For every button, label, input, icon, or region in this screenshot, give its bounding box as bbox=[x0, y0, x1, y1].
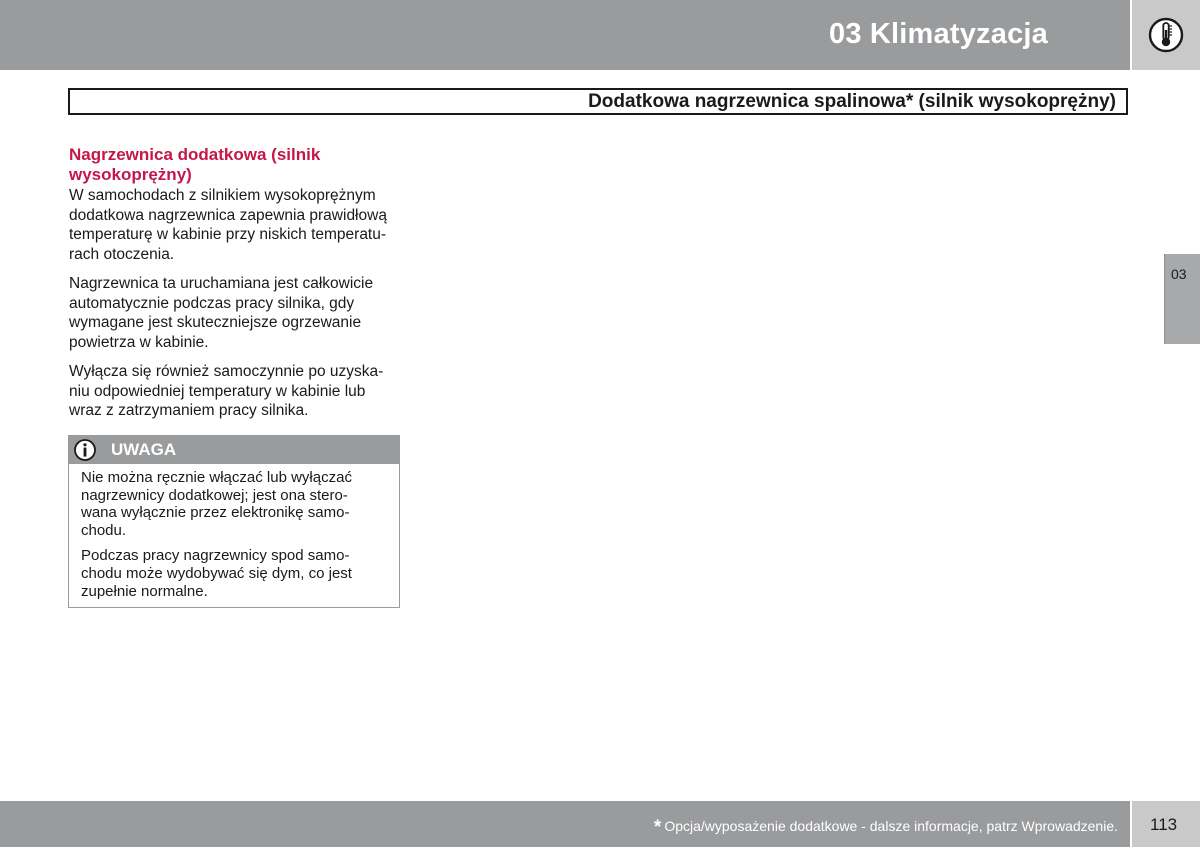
body-paragraph bbox=[69, 362, 404, 421]
info-icon bbox=[73, 439, 97, 461]
text-line: Nagrzewnica ta uruchamiana jest całkowicie bbox=[69, 275, 374, 292]
note-title: UWAGA bbox=[111, 440, 177, 459]
footer-note bbox=[654, 817, 1118, 839]
text-line: powietrza w kabinie. bbox=[69, 333, 209, 351]
text-line: Wyłącza się również samoczynnie po uzyska- bbox=[69, 363, 384, 380]
subheading-line: wysokoprężny) bbox=[69, 165, 192, 184]
text-line: automatycznie podczas pracy silnika, gdy bbox=[69, 294, 355, 312]
footer-bar bbox=[0, 801, 1130, 847]
text-line: Nie można ręcznie włączać lub wyłączać bbox=[81, 469, 352, 486]
body-paragraph bbox=[69, 274, 404, 352]
text-line: rach otoczenia. bbox=[69, 245, 175, 263]
chapter-header-bar bbox=[0, 0, 1130, 70]
note-header bbox=[69, 436, 399, 464]
text-line: chodu. bbox=[81, 521, 127, 539]
note-paragraph bbox=[81, 469, 389, 539]
page-number-box bbox=[1132, 801, 1200, 847]
text-line: Podczas pracy nagrzewnicy spod samo- bbox=[81, 547, 350, 565]
text-line: dodatkowa nagrzewnica zapewnia prawidłową bbox=[69, 206, 387, 224]
note-body bbox=[69, 464, 399, 600]
text-line: wymagane jest skuteczniejsze ogrzewanie bbox=[69, 314, 362, 331]
thermometer-icon bbox=[1148, 17, 1184, 53]
text-line: W samochodach z silnikiem wysokoprężnym bbox=[69, 187, 376, 204]
page-number: 113 bbox=[1150, 815, 1178, 834]
text-line: wana wyłącznie przez elektronikę samo- bbox=[81, 504, 350, 522]
footer-asterisk: * bbox=[653, 817, 662, 838]
text-line: niu odpowiedniej temperatury w kabinie lub bbox=[69, 382, 366, 400]
side-tab-label: 03 bbox=[1171, 266, 1187, 282]
subheading-line: Nagrzewnica dodatkowa (silnik bbox=[69, 145, 321, 164]
body-paragraph bbox=[69, 186, 404, 264]
footer-note-text: Opcja/wyposażenie dodatkowe - dalsze informacje, patrz Wprowadzenie. bbox=[664, 818, 1118, 834]
section-title-bar bbox=[68, 88, 1128, 115]
chapter-icon-box bbox=[1132, 0, 1200, 70]
text-line: chodu może wydobywać się dym, co jest bbox=[81, 564, 352, 582]
note-paragraph bbox=[81, 547, 389, 600]
text-line: wraz z zatrzymaniem pracy silnika. bbox=[69, 402, 309, 419]
text-line: temperaturę w kabinie przy niskich temperatu- bbox=[69, 226, 387, 243]
main-content bbox=[69, 145, 404, 431]
chapter-title: 03 Klimatyzacja bbox=[828, 18, 1048, 50]
text-line: zupełnie normalne. bbox=[81, 582, 208, 600]
section-title: Dodatkowa nagrzewnica spalinowa* (silnik wysokoprężny) bbox=[588, 91, 1116, 112]
note-box bbox=[68, 435, 400, 608]
subheading bbox=[69, 145, 404, 185]
text-line: nagrzewnicy dodatkowej; jest ona stero- bbox=[81, 486, 348, 504]
